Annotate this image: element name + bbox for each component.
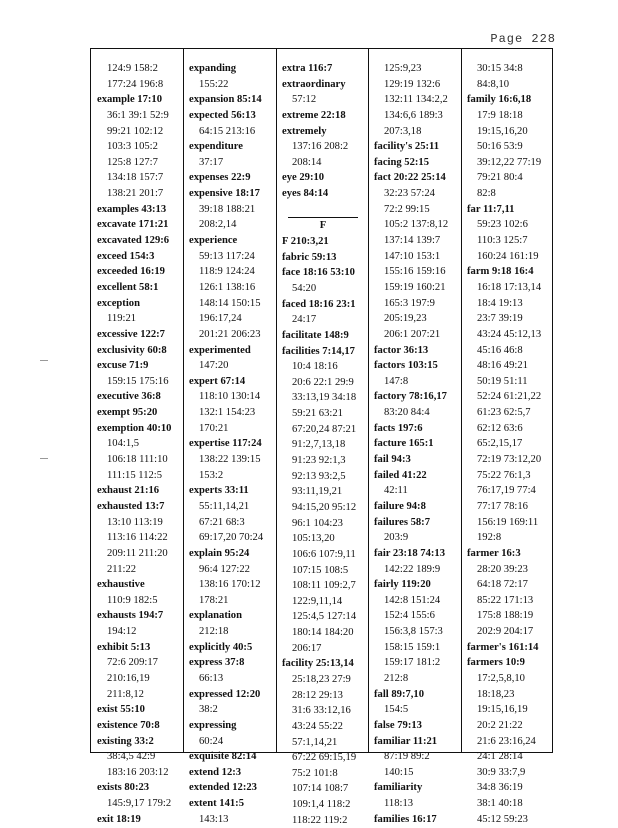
index-entry: 83:20 84:4 [384,407,430,419]
index-entry: 201:21 206:23 [199,328,261,340]
index-entry: 207:3,18 [384,125,422,137]
index-entry: 106:6 107:9,11 [292,548,356,560]
index-entry: 38:2 [199,704,218,716]
margin-mark [40,360,48,361]
index-entry: 134:6,6 189:3 [384,109,443,121]
index-column-4 [374,61,462,827]
index-entry: 60:24 [199,735,224,747]
index-entry: 67:22 69:15,19 [292,752,357,764]
index-entry: 69:17,20 70:24 [199,532,264,544]
index-entry: 38:1 40:18 [477,798,523,810]
index-entry: 122:9,11,14 [292,595,343,607]
index-entry: 18:18,23 [477,688,515,700]
index-entry: 32:23 57:24 [384,188,435,200]
index-term: experimented [189,344,251,356]
index-term: face 18:16 53:10 [282,267,355,279]
index-entry: 202:9 204:17 [477,626,534,638]
index-entry: 64:15 213:16 [199,125,256,137]
index-entry: 107:15 108:5 [292,564,349,576]
index-entry: 16:18 17:13,14 [477,281,542,293]
index-term: factors 103:15 [374,360,438,372]
index-term: exempt 95:20 [97,407,158,419]
index-term: exemption 40:10 [97,422,172,434]
index-entry: 50:16 53:9 [477,141,523,153]
index-entry: 96:1 104:23 [292,517,343,529]
index-entry: 129:19 132:6 [384,78,441,90]
index-term: exceeded 16:19 [97,266,165,278]
index-entry: 37:17 [199,156,224,168]
index-entry: 18:4 19:13 [477,297,523,309]
index-entry: 28:12 29:13 [292,689,343,701]
index-entry: 203:9 [384,532,409,544]
index-term: families 16:17 [374,813,437,825]
index-entry: 48:16 49:21 [477,360,528,372]
index-term: expansion 85:14 [189,94,262,106]
index-entry: 137:14 139:7 [384,235,441,247]
index-entry: 194:12 [107,626,137,638]
index-term: factory 78:16,17 [374,391,447,403]
index-term: exception [97,297,140,309]
index-term: facts 197:6 [374,422,423,434]
index-column-5 [467,61,555,827]
index-entry: 118:22 119:2 [292,814,348,826]
index-entry: 107:14 108:7 [292,783,349,795]
index-entry: 31:6 33:12,16 [292,705,351,717]
index-term: exquisite 82:14 [189,751,257,763]
index-entry: 59:21 63:21 [292,408,343,420]
index-term: exhibit 5:13 [97,641,151,653]
margin-mark [40,458,48,459]
index-entry: 132:11 134:2,2 [384,94,448,106]
index-term: failed 41:22 [374,469,427,481]
index-term: facture 165:1 [374,438,434,450]
index-entry: 67:21 68:3 [199,516,245,528]
index-term: extent 141:5 [189,798,245,810]
index-term: example 17:10 [97,94,163,106]
index-entry: 118:9 124:24 [199,266,255,278]
index-entry: 142:8 151:24 [384,594,441,606]
index-term: facing 52:15 [374,156,430,168]
index-entry: 99:21 102:12 [107,125,164,137]
index-entry: 19:15,16,20 [477,125,528,137]
index-entry: 66:13 [199,672,224,684]
index-entry: 105:13,20 [292,533,335,545]
index-entry: 72:2 99:15 [384,203,430,215]
index-entry: 92:13 93:2,5 [292,470,346,482]
index-term: extra 116:7 [282,63,333,74]
index-entry: 138:22 139:15 [199,454,261,466]
index-entry: 23:7 39:19 [477,313,523,325]
index-term: farm 9:18 16:4 [467,266,534,278]
index-term: fact 20:22 25:14 [374,172,446,184]
index-entry: 30:9 33:7,9 [477,766,526,778]
index-frame [90,48,553,826]
index-entry: 134:18 157:7 [107,172,164,184]
index-entry: 82:8 [477,188,496,200]
index-entry: 110:9 182:5 [107,594,158,606]
index-entry: 57:1,14,21 [292,736,338,748]
index-term: express 37:8 [189,657,245,669]
index-entry: 210:16,19 [107,672,150,684]
index-entry: 72:6 209:17 [107,657,158,669]
index-entry: 206:1 207:21 [384,328,441,340]
index-term: exhaustive [97,579,145,591]
index-term: facility 25:13,14 [282,658,354,670]
index-term: exists 80:23 [97,782,150,794]
index-entry: 159:19 160:21 [384,281,446,293]
index-entry: 13:10 113:19 [107,516,163,528]
index-term: fabric 59:13 [282,251,337,263]
index-entry: 211:8,12 [107,688,144,700]
index-term: exceed 154:3 [97,250,155,262]
index-term: farmers 10:9 [467,657,525,669]
index-entry: 72:19 73:12,20 [477,454,542,466]
index-entry: 61:23 62:5,7 [477,407,531,419]
index-entry: 111:15 112:5 [107,469,163,481]
index-term: expertise 117:24 [189,438,262,450]
index-entry: 20:6 22:1 29:9 [292,376,354,388]
index-entry: 143:13 [199,813,229,825]
index-term: exist 55:10 [97,704,145,716]
index-term: facilities 7:14,17 [282,345,355,357]
index-entry: 138:21 201:7 [107,188,164,200]
index-entry: 75:22 76:1,3 [477,469,531,481]
index-term: extended 12:23 [189,782,257,794]
index-term: exhausts 194:7 [97,610,164,622]
index-entry: 126:1 138:16 [199,281,256,293]
index-entry: 45:12 59:23 [477,813,528,825]
index-entry: 85:22 171:13 [477,594,534,606]
index-entry: 205:19,23 [384,313,427,325]
index-term: exclusivity 60:8 [97,344,167,356]
index-term: excavated 129:6 [97,235,170,247]
index-entry: 159:15 175:16 [107,375,169,387]
index-entry: 155:16 159:16 [384,266,446,278]
index-entry: 177:24 196:8 [107,78,164,90]
index-term: extremely [282,125,327,137]
index-term: expensive 18:17 [189,188,260,200]
index-entry: 158:15 159:1 [384,641,441,653]
index-entry: 138:16 170:12 [199,579,261,591]
index-entry: 24:1 28:14 [477,751,523,763]
section-letter: F [288,217,358,234]
index-entry: 147:10 153:1 [384,250,441,262]
index-entry: 10:4 18:16 [292,361,338,373]
index-entry: 125:4,5 127:14 [292,611,357,623]
index-term: familiarity [374,782,423,794]
index-entry: 140:15 [384,766,414,778]
index-term: expressing [189,719,237,731]
index-entry: 211:22 [107,563,137,575]
index-entry: 62:12 63:6 [477,422,523,434]
index-entry: 175:8 188:19 [477,610,534,622]
index-term: eye 29:10 [282,172,325,184]
index-term: family 16:6,18 [467,94,532,106]
index-entry: 57:12 [292,94,317,106]
index-entry: 148:14 150:15 [199,297,261,309]
index-term: F 210:3,21 [282,236,329,248]
index-entry: 192:8 [477,532,502,544]
index-entry: 118:10 130:14 [199,391,261,403]
index-entry: 96:4 127:22 [199,563,250,575]
index-entry: 34:8 36:19 [477,782,523,794]
index-entry: 20:2 21:22 [477,719,523,731]
index-entry: 91:2,7,13,18 [292,439,346,451]
index-entry: 17:2,5,8,10 [477,672,525,684]
index-entry: 137:16 208:2 [292,141,349,153]
index-entry: 65:2,15,17 [477,438,523,450]
index-entry: 180:14 184:20 [292,627,354,639]
index-term: faced 18:16 23:1 [282,298,356,310]
index-term: fair 23:18 74:13 [374,547,446,559]
index-term: familiar 11:21 [374,735,438,747]
index-entry: 183:16 203:12 [107,766,169,778]
index-term: eyes 84:14 [282,188,329,200]
index-entry: 178:21 [199,594,229,606]
index-term: extreme 22:18 [282,109,346,121]
index-entry: 209:11 211:20 [107,547,168,559]
index-entry: 147:20 [199,360,229,372]
index-term: farmer 16:3 [467,547,521,559]
index-term: fail 94:3 [374,454,411,466]
index-term: expenses 22:9 [189,172,251,184]
index-entry: 212:18 [199,626,229,638]
index-entry: 17:9 18:18 [477,109,523,121]
index-entry: 67:20,24 87:21 [292,423,357,435]
index-term: expected 56:13 [189,109,256,121]
index-term: exit 18:19 [97,813,141,825]
index-term: fall 89:7,10 [374,688,425,700]
index-term: failures 58:7 [374,516,431,528]
index-entry: 43:24 45:12,13 [477,328,542,340]
index-entry: 28:20 39:23 [477,563,528,575]
index-entry [282,202,370,218]
index-entry: 208:14 [292,156,322,168]
index-term: executive 36:8 [97,391,161,403]
index-term: excellent 58:1 [97,281,159,293]
index-term: expert 67:14 [189,375,246,387]
index-entry: 170:21 [199,422,229,434]
index-term: expenditure [189,141,243,153]
index-entry: 84:8,10 [477,78,510,90]
index-entry: 43:24 55:22 [292,720,343,732]
index-entry: 118:13 [384,798,414,810]
index-term: extraordinary [282,78,346,90]
index-term: far 11:7,11 [467,203,515,215]
index-column-3 [282,61,370,828]
index-entry: 77:17 78:16 [477,500,528,512]
index-term: excessive 122:7 [97,328,165,340]
index-column-2 [189,61,277,827]
index-term: examples 43:13 [97,203,167,215]
index-term: experts 33:11 [189,485,249,497]
page-number: Page 228 [490,32,556,46]
index-entry: 119:21 [107,313,137,325]
index-term: experience [189,235,238,247]
index-entry: 76:17,19 77:4 [477,485,536,497]
index-entry: 147:8 [384,375,409,387]
index-entry: 21:6 23:16,24 [477,735,536,747]
index-entry: 93:11,19,21 [292,486,343,498]
index-entry: 106:18 111:10 [107,454,168,466]
index-entry: 105:2 137:8,12 [384,219,449,231]
index-column-1 [97,61,185,827]
index-entry: 79:21 80:4 [477,172,523,184]
index-entry: 160:24 161:19 [477,250,539,262]
index-term: facility's 25:11 [374,141,440,153]
index-term: existence 70:8 [97,719,160,731]
index-entry: 104:1,5 [107,438,140,450]
index-entry: 152:4 155:6 [384,610,435,622]
index-term: exhaust 21:16 [97,485,160,497]
index-entry: 206:17 [292,642,322,654]
index-entry: 87:19 89:2 [384,751,430,763]
index-term: extend 12:3 [189,766,242,778]
index-entry: 125:8 127:7 [107,156,158,168]
index-entry: 145:9,17 179:2 [107,798,172,810]
index-entry: 132:1 154:23 [199,407,256,419]
index-entry: 54:20 [292,282,317,294]
index-entry: 124:9 158:2 [107,63,158,74]
index-entry: 75:2 101:8 [292,767,338,779]
index-entry: 113:16 114:22 [107,532,168,544]
index-entry: 24:17 [292,314,317,326]
index-term: factor 36:13 [374,344,429,356]
index-term: false 79:13 [374,719,422,731]
index-entry: 208:2,14 [199,219,237,231]
index-entry: 64:18 72:17 [477,579,528,591]
index-entry: 156:3,8 157:3 [384,626,443,638]
index-entry: 30:15 34:8 [477,63,523,74]
index-entry: 91:23 92:1,3 [292,455,346,467]
index-term: explain 95:24 [189,547,250,559]
index-entry: 39:18 188:21 [199,203,256,215]
index-term: explanation [189,610,242,622]
index-entry: 59:23 102:6 [477,219,528,231]
index-entry: 108:11 109:2,7 [292,580,356,592]
index-entry: 153:2 [199,469,224,481]
index-entry: 59:13 117:24 [199,250,255,262]
index-entry: 45:16 46:8 [477,344,523,356]
index-entry: 42:11 [384,485,408,497]
index-entry: 125:9,23 [384,63,422,74]
index-entry: 94:15,20 95:12 [292,501,357,513]
index-entry: 109:1,4 118:2 [292,799,351,811]
index-entry: 25:18,23 27:9 [292,673,351,685]
index-term: excavate 171:21 [97,219,169,231]
index-entry: 212:8 [384,672,409,684]
index-entry: 110:3 125:7 [477,235,528,247]
index-term: farmer's 161:14 [467,641,539,653]
index-entry: 196:17,24 [199,313,242,325]
index-term: expanding [189,63,237,74]
index-term: explicitly 40:5 [189,641,253,653]
index-term: expressed 12:20 [189,688,261,700]
index-term: exhausted 13:7 [97,500,165,512]
index-term: excuse 71:9 [97,360,149,372]
index-entry: 159:17 181:2 [384,657,441,669]
index-term: failure 94:8 [374,500,426,512]
index-entry: 38:4,5 42:9 [107,751,156,763]
index-entry: 103:3 105:2 [107,141,158,153]
index-entry: 142:22 189:9 [384,563,441,575]
index-entry: 36:1 39:1 52:9 [107,109,169,121]
index-term: facilitate 148:9 [282,329,349,341]
index-entry: 154:5 [384,704,409,716]
index-entry: 165:3 197:9 [384,297,435,309]
index-entry: 156:19 169:11 [477,516,539,528]
index-term: existing 33:2 [97,735,154,747]
index-entry: 52:24 61:21,22 [477,391,542,403]
index-entry: 50:19 51:11 [477,375,528,387]
index-term: fairly 119:20 [374,579,431,591]
index-entry: 19:15,16,19 [477,704,528,716]
index-entry: 155:22 [199,78,229,90]
index-entry: 33:13,19 34:18 [292,392,357,404]
index-entry: 55:11,14,21 [199,500,250,512]
index-entry: 39:12,22 77:19 [477,156,542,168]
